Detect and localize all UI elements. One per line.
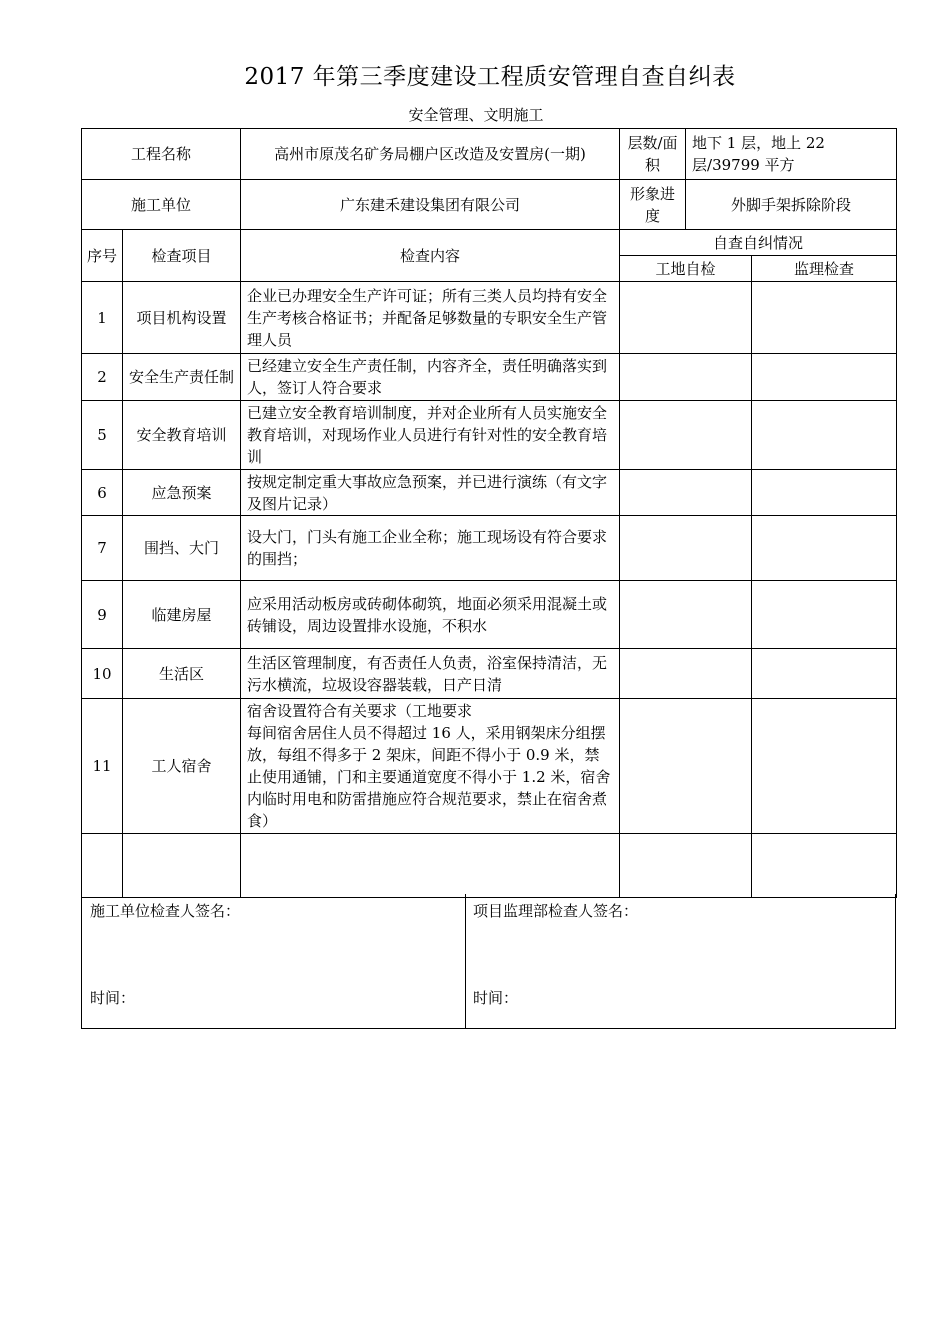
supervisor-time-label: 时间： bbox=[473, 989, 519, 1007]
site-check-cell[interactable] bbox=[620, 649, 752, 699]
document-title: 2017 年第三季度建设工程质安管理自查自纠表 bbox=[244, 64, 736, 90]
contractor-label: 施工单位 bbox=[82, 180, 241, 230]
contractor-signature-label: 施工单位检查人签名： bbox=[90, 902, 241, 920]
col-self-check-header: 自查自纠情况 bbox=[620, 230, 897, 256]
inspection-table bbox=[81, 128, 897, 898]
row-item: 安全生产责任制 bbox=[123, 354, 241, 401]
supervision-check-cell[interactable] bbox=[752, 581, 897, 649]
site-check-cell[interactable] bbox=[620, 354, 752, 401]
supervisor-signature-box[interactable] bbox=[465, 894, 895, 1028]
table-row bbox=[82, 649, 897, 699]
empty-content-cell[interactable] bbox=[241, 834, 620, 898]
table-row bbox=[82, 401, 897, 470]
site-check-cell[interactable] bbox=[620, 581, 752, 649]
col-no-header: 序号 bbox=[82, 230, 123, 282]
floors-value: 地下 1 层，地上 22 层/39799 平方 bbox=[686, 129, 897, 180]
table-row bbox=[82, 282, 897, 354]
contractor-value: 广东建禾建设集团有限公司 bbox=[241, 180, 620, 230]
supervision-check-cell[interactable] bbox=[752, 516, 897, 581]
column-header-row bbox=[82, 230, 897, 256]
table-row bbox=[82, 516, 897, 581]
supervisor-signature-label: 项目监理部检查人签名： bbox=[473, 902, 639, 920]
project-name-label: 工程名称 bbox=[82, 129, 241, 180]
supervision-check-cell[interactable] bbox=[752, 699, 897, 834]
contractor-row bbox=[82, 180, 897, 230]
contractor-time-label: 时间： bbox=[90, 989, 136, 1007]
row-content: 应采用活动板房或砖砌体砌筑，地面必须采用混凝土或砖铺设，周边设置排水设施，不积水 bbox=[241, 581, 620, 649]
supervision-check-cell[interactable] bbox=[752, 470, 897, 516]
row-item: 应急预案 bbox=[123, 470, 241, 516]
empty-supervision-check-cell[interactable] bbox=[752, 834, 897, 898]
supervision-check-cell[interactable] bbox=[752, 401, 897, 470]
row-no: 6 bbox=[82, 470, 123, 516]
supervision-check-cell[interactable] bbox=[752, 649, 897, 699]
row-item: 安全教育培训 bbox=[123, 401, 241, 470]
row-no: 7 bbox=[82, 516, 123, 581]
document-subtitle: 安全管理、文明施工 bbox=[408, 106, 544, 124]
site-check-cell[interactable] bbox=[620, 401, 752, 470]
col-supervision-check-header: 监理检查 bbox=[752, 256, 897, 282]
row-content: 按规定制定重大事故应急预案，并已进行演练（有文字及图片记录） bbox=[241, 470, 620, 516]
row-no: 2 bbox=[82, 354, 123, 401]
col-item-header: 检查项目 bbox=[123, 230, 241, 282]
table-row bbox=[82, 354, 897, 401]
project-name-value: 高州市原茂名矿务局棚户区改造及安置房(一期) bbox=[241, 129, 620, 180]
row-item: 临建房屋 bbox=[123, 581, 241, 649]
empty-site-check-cell[interactable] bbox=[620, 834, 752, 898]
row-item: 项目机构设置 bbox=[123, 282, 241, 354]
supervision-check-cell[interactable] bbox=[752, 282, 897, 354]
row-content: 企业已办理安全生产许可证；所有三类人员均持有安全生产考核合格证书；并配备足够数量的专职安全生产管理人员 bbox=[241, 282, 620, 354]
row-content: 已建立安全教育培训制度，并对企业所有人员实施安全教育培训，对现场作业人员进行有针对性的安全教育培训 bbox=[241, 401, 620, 470]
row-no: 9 bbox=[82, 581, 123, 649]
row-content: 宿舍设置符合有关要求（工地要求 每间宿舍居住人员不得超过 16 人，采用钢架床分组摆放，每组不得多于 2 架床，间距不得小于 0.9 米，禁止使用通铺，门和主要通道宽度不得小于 1.2 米，宿舍内临时用电和防雷措施应符合规范要求，禁止在宿舍煮食） bbox=[241, 699, 620, 834]
row-item: 工人宿舍 bbox=[123, 699, 241, 834]
site-check-cell[interactable] bbox=[620, 699, 752, 834]
row-no: 1 bbox=[82, 282, 123, 354]
col-content-header: 检查内容 bbox=[241, 230, 620, 282]
row-content: 已经建立安全生产责任制，内容齐全，责任明确落实到人，签订人符合要求 bbox=[241, 354, 620, 401]
floors-label: 层数/面积 bbox=[620, 129, 686, 180]
site-check-cell[interactable] bbox=[620, 282, 752, 354]
row-content: 生活区管理制度，有否责任人负责，浴室保持清洁，无污水横流，垃圾设容器装载，日产日清 bbox=[241, 649, 620, 699]
progress-value: 外脚手架拆除阶段 bbox=[686, 180, 897, 230]
empty-row bbox=[82, 834, 897, 898]
col-site-check-header: 工地自检 bbox=[620, 256, 752, 282]
contractor-signature-box[interactable] bbox=[82, 894, 466, 1028]
signature-section bbox=[81, 894, 896, 1029]
site-check-cell[interactable] bbox=[620, 516, 752, 581]
table-row bbox=[82, 470, 897, 516]
row-no: 5 bbox=[82, 401, 123, 470]
supervision-check-cell[interactable] bbox=[752, 354, 897, 401]
project-name-row bbox=[82, 129, 897, 180]
row-content: 设大门，门头有施工企业全称；施工现场设有符合要求的围挡； bbox=[241, 516, 620, 581]
row-no: 10 bbox=[82, 649, 123, 699]
row-item: 围挡、大门 bbox=[123, 516, 241, 581]
row-no: 11 bbox=[82, 699, 123, 834]
table-row bbox=[82, 581, 897, 649]
row-item: 生活区 bbox=[123, 649, 241, 699]
progress-label: 形象进度 bbox=[620, 180, 686, 230]
empty-item-cell[interactable] bbox=[123, 834, 241, 898]
table-row bbox=[82, 699, 897, 834]
empty-no-cell[interactable] bbox=[82, 834, 123, 898]
site-check-cell[interactable] bbox=[620, 470, 752, 516]
